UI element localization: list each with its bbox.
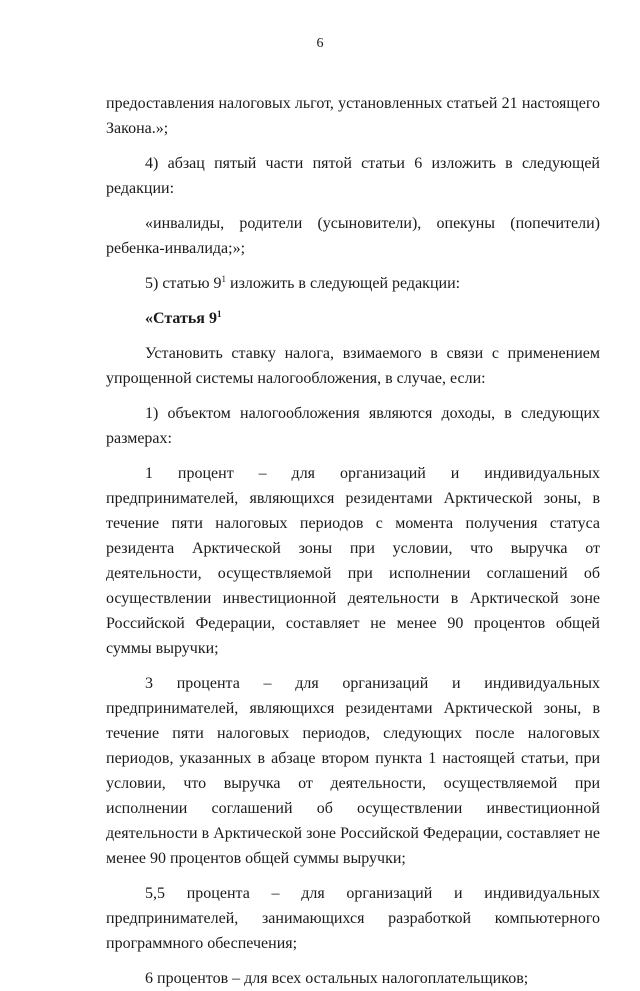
paragraph-continuation: предоставления налоговых льгот, установленных статьей 21 настоящего Закона.»; (106, 95, 600, 137)
paragraph-rate-1-percent: 1 процент – для организаций и индивидуальных предпринимателей, являющихся резидентами Арктической зоны, в течение пяти налоговых периодов с момента получения статуса резидента Арктической зоны при условии, что выручка от деятельности, осуществляемой при исполнении соглашений об осуществлении инвестиционной деятельности в Арктической зоне Российской Федерации, составляет не менее 90 процентов общей суммы выручки; (106, 465, 600, 657)
article-heading-text: «Статья 9 (145, 310, 217, 327)
paragraph-item-5 (106, 271, 600, 296)
article-heading (106, 306, 600, 331)
item-5-text-before: 5) статью 9 (145, 275, 222, 292)
paragraph-income-object: 1) объектом налогообложения являются доходы, в следующих размерах: (106, 405, 600, 447)
paragraph-rate-6-percent: 6 процентов – для всех остальных налогоплательщиков; (145, 970, 529, 987)
paragraph-rate-5-5-percent: 5,5 процента – для организаций и индивидуальных предпринимателей, занимающихся разработкой компьютерного программного обеспечения; (106, 885, 600, 952)
item-5-superscript: 1 (221, 274, 227, 284)
item-5-text-after: изложить в следующей редакции: (226, 275, 461, 292)
page-number: 6 (316, 36, 324, 51)
paragraph-item-4: 4) абзац пятый части пятой статьи 6 изложить в следующей редакции: (106, 155, 600, 197)
paragraph-rate-3-percent: 3 процента – для организаций и индивидуальных предпринимателей, являющихся резидентами Арктической зоны, в течение пяти налоговых периодов, следующих после налоговых периодов, указанных в абзаце втором пункта 1 настоящей статьи, при условии, что выручка от деятельности, осуществляемой при исполнении соглашений об осуществлении инвестиционной деятельности в Арктической зоне Российской Федерации, составляет не менее 90 процентов общей суммы выручки; (106, 675, 600, 867)
paragraph-quote-disabled: «инвалиды, родители (усыновители), опекуны (попечители) ребенка-инвалида;»; (106, 215, 600, 257)
article-heading-superscript: 1 (216, 309, 222, 319)
paragraph-tax-rate-intro: Установить ставку налога, взимаемого в связи с применением упрощенной системы налогообложения, в случае, если: (106, 345, 600, 387)
document-body (106, 91, 600, 991)
